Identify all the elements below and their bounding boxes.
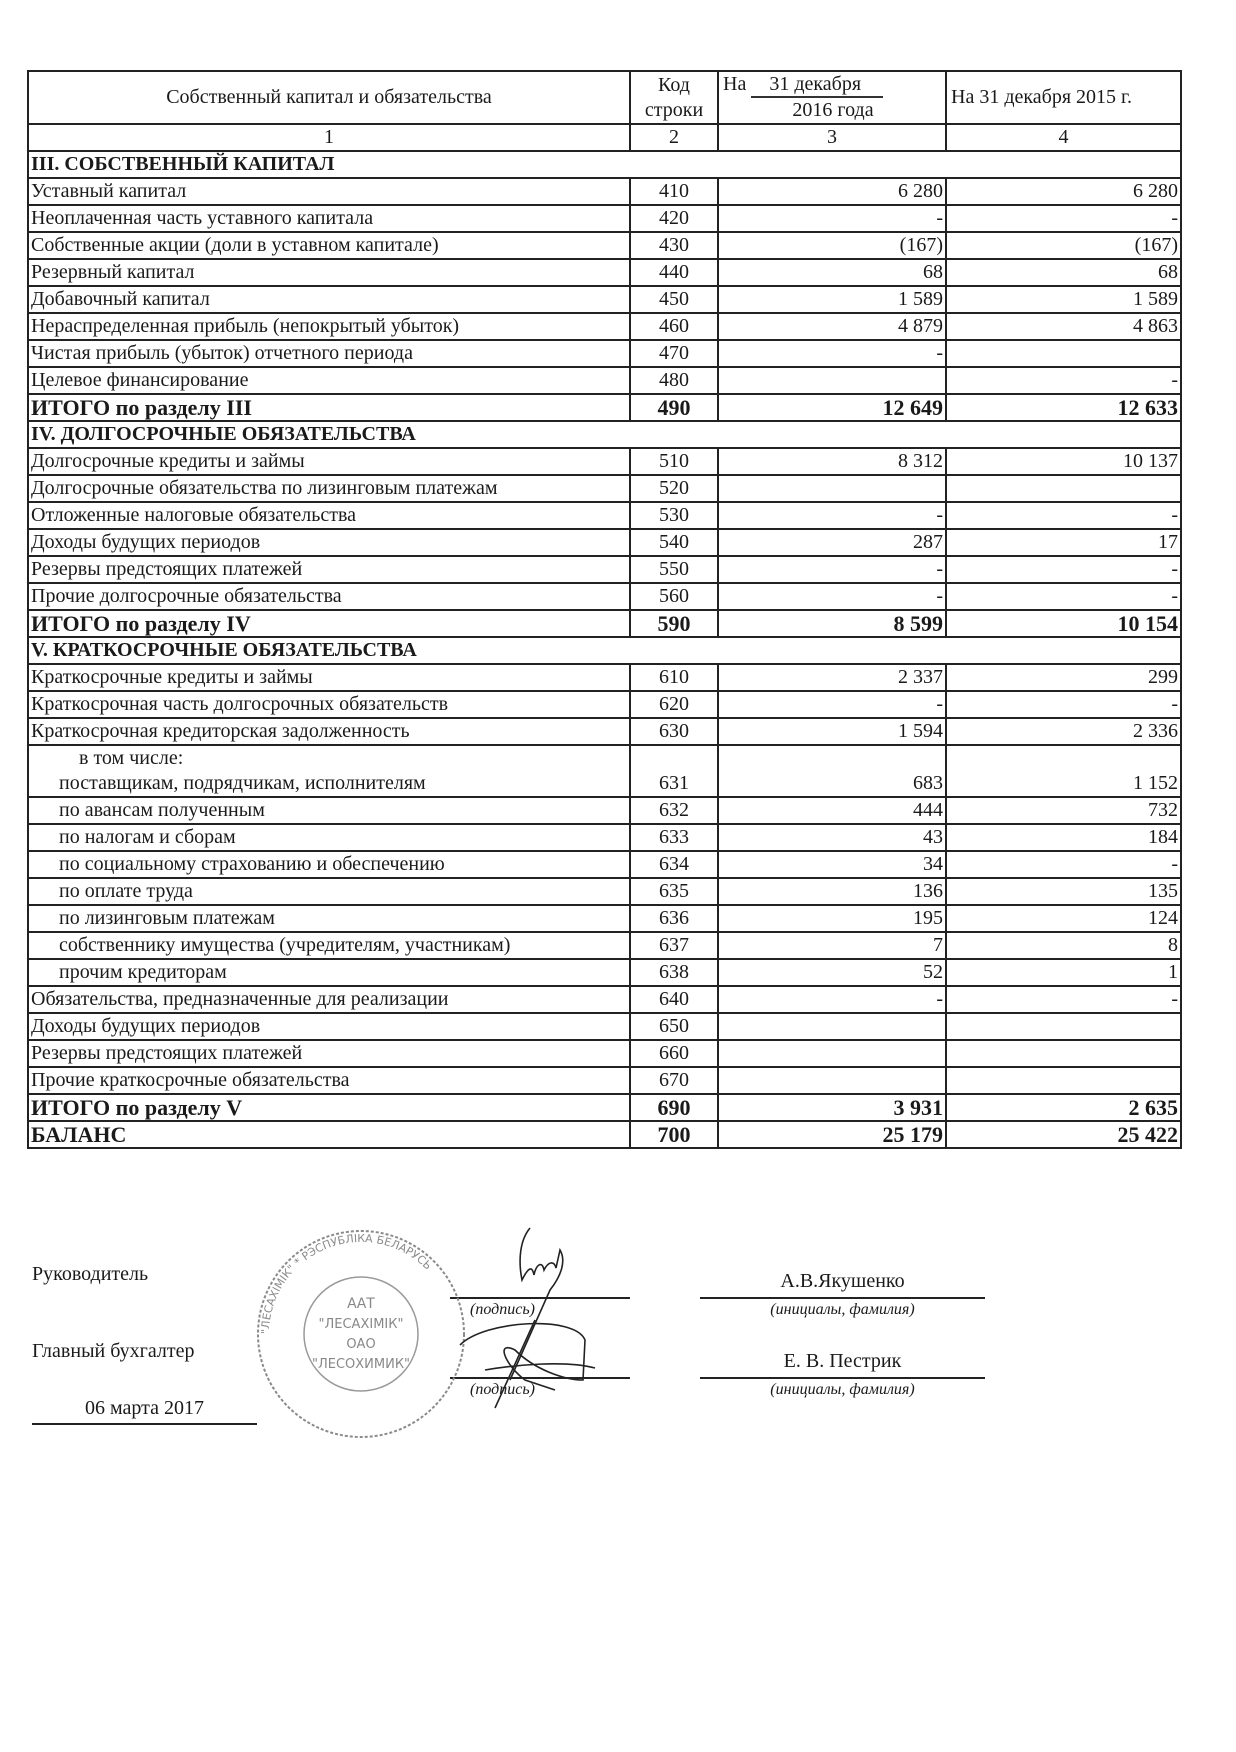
- accountant-name-caption: (инициалы, фамилия): [770, 1381, 915, 1398]
- empty-cell: [946, 745, 1181, 771]
- empty-cell: [718, 745, 946, 771]
- sub-row: [28, 905, 1181, 932]
- section-total-row: [28, 610, 1181, 637]
- row-name: Резервный капитал: [28, 259, 630, 286]
- row-code: 690: [630, 1094, 718, 1121]
- column-numbers-row: [28, 124, 1181, 151]
- header-col3-prefix: На: [723, 73, 747, 95]
- table-row: [28, 986, 1181, 1013]
- row-code: 638: [630, 959, 718, 986]
- value-2015: 184: [946, 824, 1181, 851]
- row-name: по социальному страхованию и обеспечению: [28, 851, 630, 878]
- column-number: 4: [946, 124, 1181, 151]
- row-name: Нераспределенная прибыль (непокрытый убыток): [28, 313, 630, 340]
- row-code: 470: [630, 340, 718, 367]
- value-2016: [718, 1040, 946, 1067]
- table-row: [28, 367, 1181, 394]
- row-code: 440: [630, 259, 718, 286]
- head-signature-caption: (подпись): [470, 1301, 535, 1318]
- value-2016: 7: [718, 932, 946, 959]
- table-row: [28, 583, 1181, 610]
- section-title: III. СОБСТВЕННЫЙ КАПИТАЛ: [28, 151, 1181, 178]
- row-code: 700: [630, 1121, 718, 1148]
- header-2015: [946, 71, 1181, 124]
- value-2016: -: [718, 205, 946, 232]
- value-2016: 68: [718, 259, 946, 286]
- row-name: Собственные акции (доли в уставном капитале): [28, 232, 630, 259]
- row-name: по авансам полученным: [28, 797, 630, 824]
- row-name: ИТОГО по разделу IV: [28, 610, 630, 637]
- row-name: по лизинговым платежам: [28, 905, 630, 932]
- value-2016: 6 280: [718, 178, 946, 205]
- value-2016: 12 649: [718, 394, 946, 421]
- report-date: 06 марта 2017: [85, 1397, 204, 1419]
- value-2015: 1: [946, 959, 1181, 986]
- value-2015: 732: [946, 797, 1181, 824]
- value-2016: 444: [718, 797, 946, 824]
- empty-cell: [630, 745, 718, 771]
- row-name: поставщикам, подрядчикам, исполнителям: [28, 771, 630, 797]
- including-row: [28, 745, 1181, 771]
- value-2015: 8: [946, 932, 1181, 959]
- row-code: 636: [630, 905, 718, 932]
- header-col4-title: На 31 декабря 2015 г.: [951, 86, 1132, 108]
- sub-row: [28, 959, 1181, 986]
- row-code: 510: [630, 448, 718, 475]
- value-2016: -: [718, 583, 946, 610]
- value-2016: 4 879: [718, 313, 946, 340]
- header-code: [630, 71, 718, 124]
- row-code: 632: [630, 797, 718, 824]
- stamp-inner-ring: [304, 1277, 418, 1391]
- table-header-row: [28, 71, 1181, 124]
- value-2016: 1 589: [718, 286, 946, 313]
- sub-row: [28, 824, 1181, 851]
- row-name: ИТОГО по разделу V: [28, 1094, 630, 1121]
- row-code: 460: [630, 313, 718, 340]
- value-2016: [718, 1067, 946, 1094]
- row-code: 637: [630, 932, 718, 959]
- value-2016: -: [718, 691, 946, 718]
- row-code: 550: [630, 556, 718, 583]
- row-name: Резервы предстоящих платежей: [28, 1040, 630, 1067]
- row-code: 560: [630, 583, 718, 610]
- row-name: Долгосрочные обязательства по лизинговым платежам: [28, 475, 630, 502]
- table-row: [28, 259, 1181, 286]
- value-2015: 25 422: [946, 1121, 1181, 1148]
- value-2015: 299: [946, 664, 1181, 691]
- head-name: А.В.Якушенко: [780, 1270, 905, 1292]
- table-row: [28, 1040, 1181, 1067]
- stamp-outer-text: "ЛЕСАХІМІК" * РЭСПУБЛІКА БЕЛАРУСЬ: [258, 1231, 435, 1335]
- value-2015: [946, 340, 1181, 367]
- balance-sheet-table: [27, 70, 1182, 1149]
- row-code: 634: [630, 851, 718, 878]
- accountant-name-line: [700, 1377, 985, 1379]
- row-code: 540: [630, 529, 718, 556]
- table-row: [28, 313, 1181, 340]
- row-code: 490: [630, 394, 718, 421]
- value-2015: -: [946, 502, 1181, 529]
- value-2015: 17: [946, 529, 1181, 556]
- table-row: [28, 475, 1181, 502]
- section-header-row: [28, 421, 1181, 448]
- accountant-signature-caption: (подпись): [470, 1381, 535, 1398]
- header-col2-line1: Код: [658, 73, 690, 96]
- row-code: 630: [630, 718, 718, 745]
- row-name: Неоплаченная часть уставного капитала: [28, 205, 630, 232]
- value-2015: 2 336: [946, 718, 1181, 745]
- row-name: Уставный капитал: [28, 178, 630, 205]
- value-2016: 8 599: [718, 610, 946, 637]
- table-row: [28, 1067, 1181, 1094]
- sub-row: [28, 797, 1181, 824]
- value-2015: -: [946, 556, 1181, 583]
- table-row: [28, 1013, 1181, 1040]
- value-2016: 34: [718, 851, 946, 878]
- row-code: 631: [630, 771, 718, 797]
- row-code: 633: [630, 824, 718, 851]
- row-name: Доходы будущих периодов: [28, 1013, 630, 1040]
- row-name: прочим кредиторам: [28, 959, 630, 986]
- company-stamp: [252, 1228, 470, 1440]
- value-2016: -: [718, 340, 946, 367]
- head-name-caption: (инициалы, фамилия): [770, 1301, 915, 1318]
- row-code: 660: [630, 1040, 718, 1067]
- header-col3-date: 31 декабря: [751, 72, 883, 98]
- row-code: 450: [630, 286, 718, 313]
- table-row: [28, 502, 1181, 529]
- value-2015: 68: [946, 259, 1181, 286]
- value-2015: [946, 1013, 1181, 1040]
- value-2016: 1 594: [718, 718, 946, 745]
- value-2015: -: [946, 691, 1181, 718]
- value-2015: 135: [946, 878, 1181, 905]
- value-2016: 287: [718, 529, 946, 556]
- row-name: Резервы предстоящих платежей: [28, 556, 630, 583]
- row-code: 410: [630, 178, 718, 205]
- row-name: Краткосрочные кредиты и займы: [28, 664, 630, 691]
- section-title: IV. ДОЛГОСРОЧНЫЕ ОБЯЗАТЕЛЬСТВА: [28, 421, 1181, 448]
- report-date-line: [32, 1423, 257, 1425]
- sub-row: [28, 878, 1181, 905]
- row-name: по оплате труда: [28, 878, 630, 905]
- row-name: Краткосрочная часть долгосрочных обязательств: [28, 691, 630, 718]
- value-2015: 1 152: [946, 771, 1181, 797]
- value-2016: [718, 1013, 946, 1040]
- value-2016: 25 179: [718, 1121, 946, 1148]
- table-row: [28, 556, 1181, 583]
- row-code: 640: [630, 986, 718, 1013]
- value-2015: 2 635: [946, 1094, 1181, 1121]
- row-name: по налогам и сборам: [28, 824, 630, 851]
- value-2016: -: [718, 502, 946, 529]
- accountant-signature-icon: [455, 1310, 615, 1410]
- column-number: 1: [28, 124, 630, 151]
- balance-total-row: [28, 1121, 1181, 1148]
- value-2016: 2 337: [718, 664, 946, 691]
- value-2015: 12 633: [946, 394, 1181, 421]
- row-code: 590: [630, 610, 718, 637]
- row-name: Доходы будущих периодов: [28, 529, 630, 556]
- head-label: Руководитель: [32, 1263, 149, 1285]
- row-code: 480: [630, 367, 718, 394]
- section-title: V. КРАТКОСРОЧНЫЕ ОБЯЗАТЕЛЬСТВА: [28, 637, 1181, 664]
- value-2015: [946, 475, 1181, 502]
- header-2016: [718, 71, 946, 124]
- value-2016: 8 312: [718, 448, 946, 475]
- row-name: Краткосрочная кредиторская задолженность: [28, 718, 630, 745]
- value-2015: -: [946, 583, 1181, 610]
- row-name: Обязательства, предназначенные для реализации: [28, 986, 630, 1013]
- row-code: 650: [630, 1013, 718, 1040]
- row-name: Целевое финансирование: [28, 367, 630, 394]
- including-label: в том числе:: [28, 745, 630, 771]
- section-header-row: [28, 637, 1181, 664]
- row-name: ИТОГО по разделу III: [28, 394, 630, 421]
- row-name: Долгосрочные кредиты и займы: [28, 448, 630, 475]
- value-2015: -: [946, 367, 1181, 394]
- sub-row: [28, 771, 1181, 797]
- value-2016: 3 931: [718, 1094, 946, 1121]
- value-2016: [718, 475, 946, 502]
- table-row: [28, 340, 1181, 367]
- value-2015: 124: [946, 905, 1181, 932]
- value-2015: 1 589: [946, 286, 1181, 313]
- value-2016: 52: [718, 959, 946, 986]
- value-2016: 195: [718, 905, 946, 932]
- table-row: [28, 232, 1181, 259]
- value-2015: [946, 1040, 1181, 1067]
- value-2015: 4 863: [946, 313, 1181, 340]
- row-name: БАЛАНС: [28, 1121, 630, 1148]
- table-row: [28, 529, 1181, 556]
- row-code: 610: [630, 664, 718, 691]
- row-code: 670: [630, 1067, 718, 1094]
- row-name: Чистая прибыль (убыток) отчетного периода: [28, 340, 630, 367]
- row-name: Прочие краткосрочные обязательства: [28, 1067, 630, 1094]
- value-2015: [946, 1067, 1181, 1094]
- accountant-name: Е. В. Пестрик: [783, 1350, 902, 1372]
- sub-row: [28, 932, 1181, 959]
- value-2016: [718, 367, 946, 394]
- value-2016: (167): [718, 232, 946, 259]
- head-name-line: [700, 1297, 985, 1299]
- stamp-line4: "ЛЕСОХИМИК": [311, 1357, 411, 1372]
- row-name: собственнику имущества (учредителям, участникам): [28, 932, 630, 959]
- value-2016: 683: [718, 771, 946, 797]
- header-line-name: [28, 71, 630, 124]
- stamp-line2: "ЛЕСАХІМІК": [318, 1317, 404, 1332]
- value-2016: -: [718, 986, 946, 1013]
- value-2016: 136: [718, 878, 946, 905]
- row-code: 530: [630, 502, 718, 529]
- table-row: [28, 664, 1181, 691]
- table-row: [28, 718, 1181, 745]
- value-2016: 43: [718, 824, 946, 851]
- row-code: 520: [630, 475, 718, 502]
- header-col1-title: Собственный капитал и обязательства: [166, 86, 492, 108]
- value-2015: 10 154: [946, 610, 1181, 637]
- value-2015: -: [946, 851, 1181, 878]
- value-2016: -: [718, 556, 946, 583]
- table-row: [28, 205, 1181, 232]
- table-row: [28, 178, 1181, 205]
- table-row: [28, 691, 1181, 718]
- section-total-row: [28, 394, 1181, 421]
- section-header-row: [28, 151, 1181, 178]
- value-2015: -: [946, 205, 1181, 232]
- value-2015: -: [946, 986, 1181, 1013]
- row-code: 635: [630, 878, 718, 905]
- stamp-line1: ААТ: [347, 1296, 375, 1312]
- row-name: Прочие долгосрочные обязательства: [28, 583, 630, 610]
- row-code: 420: [630, 205, 718, 232]
- sub-row: [28, 851, 1181, 878]
- header-col3-year: 2016 года: [792, 99, 874, 121]
- row-name: Отложенные налоговые обязательства: [28, 502, 630, 529]
- stamp-line3: ОАО: [346, 1337, 376, 1352]
- header-col2-line2: строки: [644, 98, 704, 121]
- row-code: 620: [630, 691, 718, 718]
- column-number: 2: [630, 124, 718, 151]
- value-2015: (167): [946, 232, 1181, 259]
- value-2015: 6 280: [946, 178, 1181, 205]
- table-row: [28, 448, 1181, 475]
- value-2015: 10 137: [946, 448, 1181, 475]
- section-total-row: [28, 1094, 1181, 1121]
- table-row: [28, 286, 1181, 313]
- accountant-label: Главный бухгалтер: [32, 1340, 195, 1362]
- column-number: 3: [718, 124, 946, 151]
- row-code: 430: [630, 232, 718, 259]
- row-name: Добавочный капитал: [28, 286, 630, 313]
